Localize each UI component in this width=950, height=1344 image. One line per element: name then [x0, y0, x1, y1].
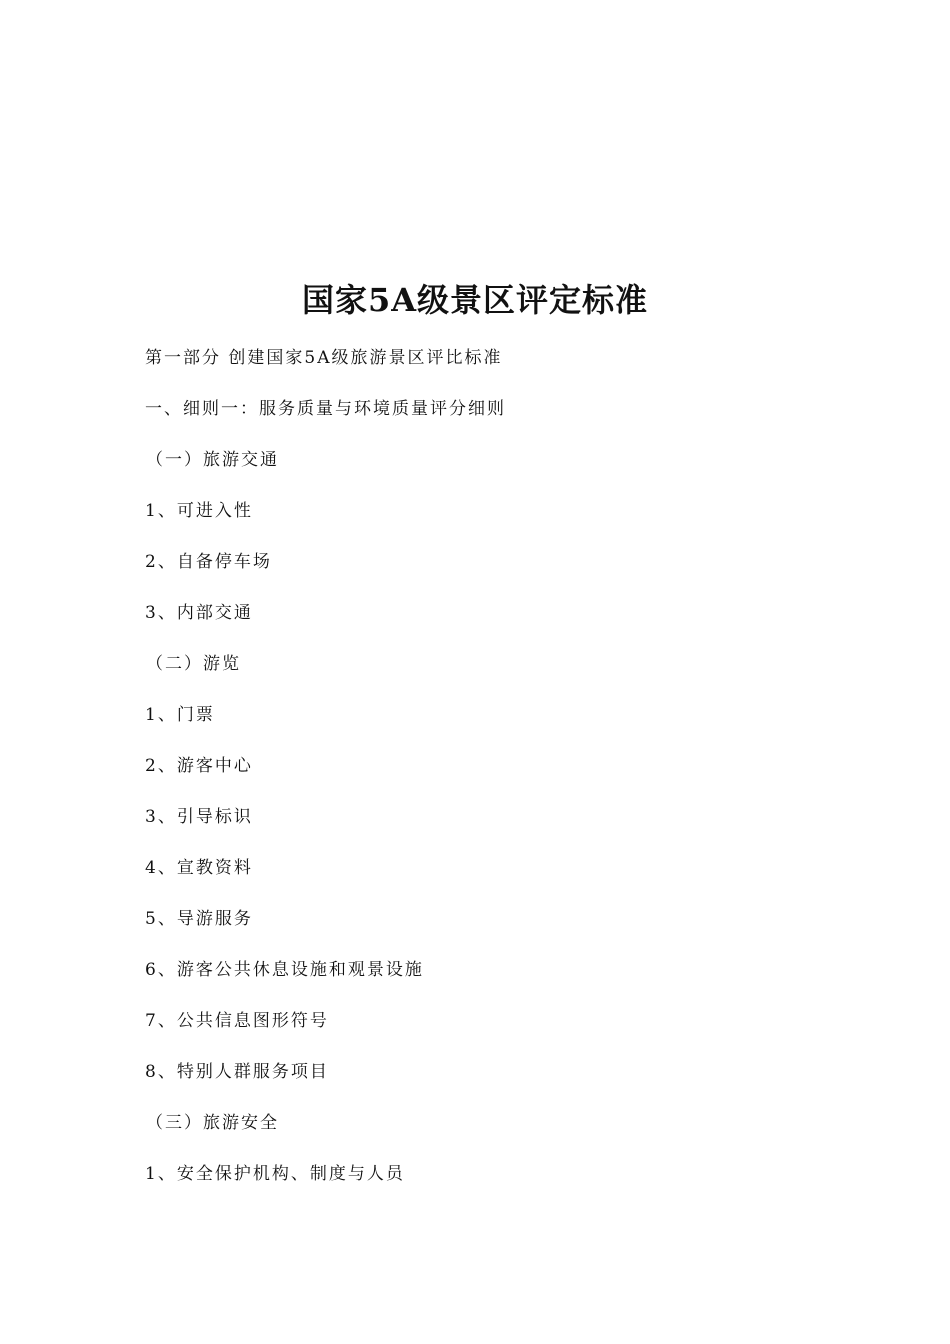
part-heading: 第一部分 创建国家5A级旅游景区评比标准	[145, 348, 503, 368]
document-body	[145, 344, 865, 1211]
list-item: 1、可进入性	[145, 501, 253, 521]
list-item: 8、特别人群服务项目	[145, 1062, 329, 1082]
list-item: 6、游客公共休息设施和观景设施	[145, 960, 424, 980]
list-item: 3、内部交通	[145, 603, 253, 623]
list-item: 2、自备停车场	[145, 552, 272, 572]
list-item: 1、门票	[145, 705, 215, 725]
subsection-heading: （三）旅游安全	[146, 1113, 279, 1133]
subsection-heading: （二）游览	[146, 654, 241, 674]
list-item: 5、导游服务	[145, 909, 253, 929]
section-heading: 一、细则一：服务质量与环境质量评分细则	[145, 399, 506, 419]
subsection-heading: （一）旅游交通	[146, 450, 279, 470]
document-title: 国家5A级景区评定标准	[301, 281, 649, 319]
list-item: 1、安全保护机构、制度与人员	[145, 1164, 405, 1184]
list-item: 4、宣教资料	[145, 858, 253, 878]
list-item: 7、公共信息图形符号	[145, 1011, 329, 1031]
list-item: 3、引导标识	[145, 807, 253, 827]
list-item: 2、游客中心	[145, 756, 253, 776]
